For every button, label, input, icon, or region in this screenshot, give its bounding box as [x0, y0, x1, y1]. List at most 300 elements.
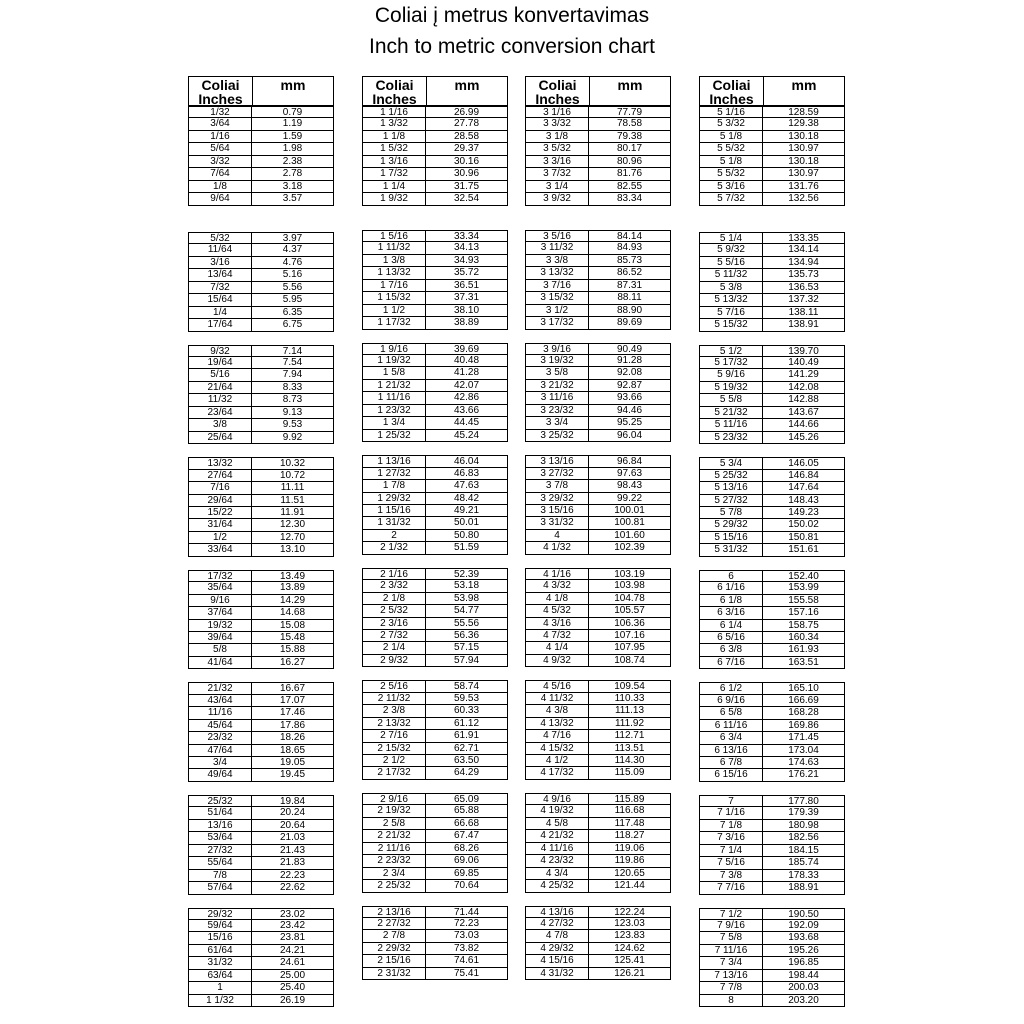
table-row [189, 156, 333, 168]
mm-cell: 31.75 [453, 180, 480, 192]
inches-cell: 4 3/8 [526, 705, 589, 716]
inches-cell: 6 1/8 [700, 595, 763, 606]
table-row [526, 405, 670, 417]
table-row [363, 255, 507, 267]
mm-cell: 149.23 [788, 506, 819, 518]
table-row [700, 282, 844, 294]
mm-cell: 111.92 [614, 717, 645, 729]
inches-cell: 4 13/32 [526, 718, 589, 729]
table-row [363, 392, 507, 404]
inches-cell: 5 21/32 [700, 407, 763, 418]
mm-cell: 8.33 [282, 381, 303, 393]
mm-cell: 87.31 [616, 279, 643, 291]
inches-cell: 2 5/8 [363, 818, 426, 829]
inches-cell: 5 13/16 [700, 482, 763, 493]
mm-cell: 116.68 [614, 805, 645, 817]
inches-cell: 5 29/32 [700, 519, 763, 530]
table-row [363, 106, 507, 118]
mm-cell: 79.38 [616, 130, 643, 142]
table-row [189, 482, 333, 494]
inches-cell: 6 7/16 [700, 657, 763, 668]
table-row [189, 544, 333, 556]
header-inches: Coliai Inches [526, 77, 590, 105]
inches-cell: 35/64 [189, 582, 252, 593]
mm-cell: 92.87 [616, 379, 643, 391]
mm-cell: 188.91 [788, 882, 819, 894]
mm-cell: 107.95 [614, 642, 645, 654]
mm-cell: 7.94 [282, 369, 303, 381]
mm-cell: 134.94 [788, 256, 819, 268]
inches-cell: 5 23/32 [700, 432, 763, 443]
inches-cell: 49/64 [189, 769, 252, 780]
inches-cell: 7 5/16 [700, 857, 763, 868]
inches-cell: 1 15/16 [363, 505, 426, 516]
mm-cell: 106.36 [614, 617, 645, 629]
inches-cell: 1 5/8 [363, 367, 426, 378]
mm-cell: 84.93 [616, 242, 643, 254]
mm-cell: 95.25 [616, 417, 643, 429]
inches-cell: 5 11/16 [700, 419, 763, 430]
inches-cell: 3 25/32 [526, 430, 589, 441]
inches-cell: 1 1/8 [363, 131, 426, 142]
table-row [526, 843, 670, 855]
table-row [189, 118, 333, 130]
mm-cell: 11.51 [280, 494, 305, 506]
row-group-7 [525, 793, 671, 893]
inches-cell: 3 13/32 [526, 267, 589, 278]
table-row [189, 720, 333, 732]
inches-cell: 4 5/8 [526, 818, 589, 829]
table-row [363, 918, 507, 930]
inches-cell: 4 27/32 [526, 918, 589, 929]
mm-cell: 70.64 [453, 880, 480, 892]
inches-cell: 3/4 [189, 757, 252, 768]
mm-cell: 3.18 [282, 180, 303, 192]
mm-cell: 68.26 [453, 842, 480, 854]
inches-cell: 1/16 [189, 131, 252, 142]
inches-cell: 9/64 [189, 193, 252, 204]
table-row [363, 480, 507, 492]
mm-cell: 53.18 [453, 580, 480, 592]
table-row [363, 317, 507, 329]
table-row [363, 880, 507, 892]
row-group-7 [699, 795, 845, 895]
mm-cell: 135.73 [788, 269, 819, 281]
table-row [526, 693, 670, 705]
inches-cell: 15/16 [189, 932, 252, 943]
table-row [700, 394, 844, 406]
inches-cell: 19/32 [189, 620, 252, 631]
mm-cell: 24.21 [279, 944, 306, 956]
mm-cell: 182.56 [788, 832, 819, 844]
table-row [700, 607, 844, 619]
inches-cell: 13/16 [189, 820, 252, 831]
inches-cell: 1 31/32 [363, 517, 426, 528]
mm-cell: 44.45 [453, 417, 480, 429]
table-row [363, 517, 507, 529]
mm-cell: 20.64 [279, 819, 306, 831]
inches-cell: 2 13/16 [363, 907, 426, 917]
table-row [189, 582, 333, 594]
mm-cell: 145.26 [788, 431, 819, 443]
table-row [189, 644, 333, 656]
table-row [189, 820, 333, 832]
inches-cell: 21/32 [189, 683, 252, 693]
mm-cell: 38.89 [453, 317, 480, 329]
table-row [526, 718, 670, 730]
table-row [363, 280, 507, 292]
header-inches: Coliai Inches [189, 77, 253, 105]
mm-cell: 73.82 [453, 942, 480, 954]
inches-cell: 6 3/4 [700, 732, 763, 743]
row-group-4 [525, 455, 671, 555]
table-header [699, 76, 845, 106]
mm-cell: 103.19 [614, 568, 645, 580]
mm-cell: 100.01 [614, 504, 645, 516]
table-row [526, 767, 670, 779]
mm-cell: 173.04 [788, 744, 819, 756]
inches-cell: 4 7/32 [526, 630, 589, 641]
table-row [700, 945, 844, 957]
table-row [526, 818, 670, 830]
mm-cell: 73.03 [453, 930, 480, 942]
mm-cell: 11.11 [280, 482, 305, 494]
table-row [189, 432, 333, 444]
inches-cell: 4 9/16 [526, 794, 589, 804]
inches-cell: 3 1/4 [526, 181, 589, 192]
table-row [363, 855, 507, 867]
mm-cell: 65.09 [453, 794, 480, 805]
mm-cell: 174.63 [788, 757, 819, 769]
table-row [526, 355, 670, 367]
inches-cell: 59/64 [189, 920, 252, 931]
table-row [526, 280, 670, 292]
table-row [189, 345, 333, 357]
inches-cell: 8 [700, 995, 763, 1006]
inches-cell: 5/16 [189, 369, 252, 380]
inches-cell: 5/64 [189, 143, 252, 154]
mm-cell: 19.84 [279, 796, 306, 807]
inches-cell: 7 3/4 [700, 957, 763, 968]
table-row [189, 908, 333, 920]
table-row [700, 582, 844, 594]
table-row [363, 705, 507, 717]
mm-cell: 203.20 [788, 994, 819, 1006]
inches-cell: 5 1/8 [700, 156, 763, 167]
inches-cell: 5 3/4 [700, 458, 763, 468]
mm-cell: 12.70 [279, 531, 306, 543]
inches-cell: 1 7/16 [363, 280, 426, 291]
mm-cell: 166.69 [788, 694, 819, 706]
table-row [700, 357, 844, 369]
inches-cell: 3 27/32 [526, 468, 589, 479]
mm-cell: 71.44 [453, 906, 480, 918]
inches-cell: 6 1/16 [700, 582, 763, 593]
table-row [189, 657, 333, 669]
inches-cell: 1 7/32 [363, 168, 426, 179]
inches-cell: 4 3/16 [526, 618, 589, 629]
mm-cell: 46.04 [453, 456, 480, 467]
mm-cell: 119.06 [614, 842, 645, 854]
mm-cell: 142.08 [788, 381, 819, 393]
mm-cell: 38.10 [453, 304, 480, 316]
inches-cell: 2 3/32 [363, 580, 426, 591]
inches-cell: 17/32 [189, 571, 252, 581]
mm-cell: 17.07 [279, 694, 306, 706]
table-row [363, 343, 507, 355]
mm-cell: 13.10 [279, 544, 306, 556]
mm-cell: 121.44 [614, 880, 645, 892]
table-row [189, 143, 333, 155]
inches-cell: 3 9/32 [526, 193, 589, 204]
mm-cell: 102.39 [614, 542, 645, 554]
table-row [189, 757, 333, 769]
inches-cell: 1 13/32 [363, 267, 426, 278]
table-row [363, 642, 507, 654]
inches-cell: 11/64 [189, 244, 252, 255]
table-row [700, 432, 844, 444]
inches-cell: 3 7/16 [526, 280, 589, 291]
table-row [363, 868, 507, 880]
table-row [363, 468, 507, 480]
mm-cell: 84.14 [616, 231, 643, 242]
table-row [700, 143, 844, 155]
inches-cell: 1/2 [189, 532, 252, 543]
table-row [526, 505, 670, 517]
table-row [363, 405, 507, 417]
mm-cell: 86.52 [616, 267, 643, 279]
table-row [189, 131, 333, 143]
mm-cell: 19.45 [279, 769, 306, 781]
inches-cell: 2 17/32 [363, 767, 426, 778]
table-row [526, 255, 670, 267]
inches-cell: 5 7/16 [700, 307, 763, 318]
table-row [526, 156, 670, 168]
mm-cell: 60.33 [453, 705, 480, 717]
mm-cell: 22.62 [279, 882, 306, 894]
table-row [363, 730, 507, 742]
inches-cell: 6 13/16 [700, 745, 763, 756]
inches-cell: 7 7/16 [700, 882, 763, 893]
table-row [189, 745, 333, 757]
table-row [189, 732, 333, 744]
table-row [189, 193, 333, 205]
mm-cell: 88.90 [616, 304, 643, 316]
table-row [526, 367, 670, 379]
inches-cell: 7 5/8 [700, 932, 763, 943]
table-row [700, 732, 844, 744]
mm-cell: 30.16 [453, 155, 480, 167]
mm-cell: 15.48 [279, 631, 306, 643]
mm-cell: 16.67 [279, 683, 306, 694]
table-row [526, 755, 670, 767]
mm-cell: 94.46 [616, 404, 643, 416]
mm-cell: 15.88 [279, 644, 306, 656]
row-group-2 [188, 232, 334, 332]
table-header [188, 76, 334, 106]
mm-cell: 131.76 [788, 180, 819, 192]
mm-cell: 26.19 [279, 994, 306, 1006]
row-group-6 [362, 680, 508, 780]
table-row [700, 820, 844, 832]
inches-cell: 5 5/32 [700, 143, 763, 154]
mm-cell: 98.43 [616, 480, 643, 492]
table-row [700, 232, 844, 244]
inches-cell: 4 11/16 [526, 843, 589, 854]
inches-cell: 6 11/16 [700, 720, 763, 731]
mm-cell: 50.80 [453, 529, 480, 541]
mm-cell: 10.72 [279, 469, 306, 481]
table-row [363, 818, 507, 830]
mm-cell: 138.11 [788, 306, 819, 318]
inches-cell: 6 15/16 [700, 769, 763, 780]
table-row [363, 292, 507, 304]
table-row [363, 530, 507, 542]
mm-cell: 14.68 [279, 607, 306, 619]
table-row [526, 305, 670, 317]
mm-cell: 21.43 [279, 844, 306, 856]
mm-cell: 40.48 [453, 355, 480, 367]
inches-cell: 3 1/2 [526, 305, 589, 316]
mm-cell: 34.93 [453, 254, 480, 266]
inches-cell: 1 9/16 [363, 344, 426, 354]
table-row [700, 882, 844, 894]
table-row [700, 632, 844, 644]
table-row [189, 382, 333, 394]
table-row [700, 519, 844, 531]
mm-cell: 184.15 [788, 844, 819, 856]
inches-cell: 5 5/8 [700, 394, 763, 405]
inches-cell: 3 21/32 [526, 380, 589, 391]
table-row [700, 307, 844, 319]
table-row [700, 970, 844, 982]
table-row [526, 868, 670, 880]
mm-cell: 140.49 [788, 357, 819, 369]
inches-cell: 7/64 [189, 168, 252, 179]
inches-cell: 2 23/32 [363, 855, 426, 866]
inches-cell: 5 19/32 [700, 382, 763, 393]
mm-cell: 115.89 [614, 794, 645, 805]
mm-cell: 160.34 [788, 631, 819, 643]
mm-cell: 17.86 [279, 719, 306, 731]
inches-cell: 6 5/16 [700, 632, 763, 643]
table-row [526, 880, 670, 892]
row-group-8 [362, 906, 508, 981]
inches-cell: 1 1/2 [363, 305, 426, 316]
mm-cell: 61.12 [453, 717, 480, 729]
mm-cell: 122.24 [614, 906, 645, 918]
table-row [700, 620, 844, 632]
table-row [363, 367, 507, 379]
inches-cell: 1 9/32 [363, 193, 426, 204]
inches-cell: 5 15/16 [700, 532, 763, 543]
table-row [189, 695, 333, 707]
table-row [526, 230, 670, 242]
mm-cell: 130.18 [788, 130, 819, 142]
inches-cell: 3 11/16 [526, 392, 589, 403]
table-row [700, 570, 844, 582]
mm-cell: 168.28 [788, 707, 819, 719]
inches-cell: 25/64 [189, 432, 252, 443]
inches-cell: 6 1/2 [700, 683, 763, 693]
mm-cell: 128.59 [788, 107, 819, 118]
table-row [363, 843, 507, 855]
row-group-5 [525, 568, 671, 668]
inches-cell: 5 9/32 [700, 244, 763, 255]
inches-cell: 5 27/32 [700, 495, 763, 506]
inches-cell: 31/32 [189, 957, 252, 968]
inches-cell: 7/32 [189, 282, 252, 293]
mm-cell: 200.03 [788, 982, 819, 994]
table-row [700, 932, 844, 944]
mm-cell: 35.72 [453, 267, 480, 279]
mm-cell: 69.85 [453, 867, 480, 879]
inches-cell: 3/32 [189, 156, 252, 167]
row-group-1 [188, 106, 334, 206]
mm-cell: 100.81 [614, 517, 645, 529]
mm-cell: 113.51 [614, 742, 645, 754]
inches-cell: 53/64 [189, 832, 252, 843]
inches-cell: 1 11/16 [363, 392, 426, 403]
inches-cell: 7 7/8 [700, 982, 763, 993]
table-row [363, 943, 507, 955]
mm-cell: 146.84 [788, 469, 819, 481]
inches-cell: 3 5/16 [526, 231, 589, 241]
mm-cell: 9.13 [282, 406, 303, 418]
mm-cell: 18.65 [279, 744, 306, 756]
mm-cell: 178.33 [788, 869, 819, 881]
inches-cell: 43/64 [189, 695, 252, 706]
inches-cell: 1 27/32 [363, 468, 426, 479]
table-row [189, 495, 333, 507]
table-row [700, 244, 844, 256]
table-row [189, 795, 333, 807]
inches-cell: 1 23/32 [363, 405, 426, 416]
mm-cell: 115.09 [614, 767, 645, 779]
inches-cell: 7/8 [189, 870, 252, 881]
mm-cell: 9.92 [282, 431, 303, 443]
mm-cell: 61.91 [453, 730, 480, 742]
mm-cell: 133.35 [788, 233, 819, 244]
inches-cell: 17/64 [189, 319, 252, 330]
inches-cell: 4 1/8 [526, 593, 589, 604]
mm-cell: 2.38 [282, 155, 303, 167]
table-row [526, 242, 670, 254]
inches-cell: 6 5/8 [700, 707, 763, 718]
row-group-8 [188, 908, 334, 1008]
inches-cell: 2 1/16 [363, 569, 426, 579]
inches-cell: 23/64 [189, 407, 252, 418]
mm-cell: 171.45 [788, 732, 819, 744]
mm-cell: 69.06 [453, 855, 480, 867]
inches-cell: 4 17/32 [526, 767, 589, 778]
table-row [700, 532, 844, 544]
mm-cell: 104.78 [614, 592, 645, 604]
inches-cell: 3 13/16 [526, 456, 589, 466]
inches-cell: 5 13/32 [700, 294, 763, 305]
header-inches: Coliai Inches [700, 77, 764, 105]
table-row [189, 168, 333, 180]
inches-cell: 1 19/32 [363, 355, 426, 366]
table-row [363, 118, 507, 130]
table-row [189, 832, 333, 844]
table-row [526, 968, 670, 980]
inches-cell: 5/8 [189, 644, 252, 655]
inches-cell: 5 7/32 [700, 193, 763, 204]
inches-cell: 3 15/16 [526, 505, 589, 516]
mm-cell: 57.15 [453, 642, 480, 654]
inches-cell: 3 1/8 [526, 131, 589, 142]
